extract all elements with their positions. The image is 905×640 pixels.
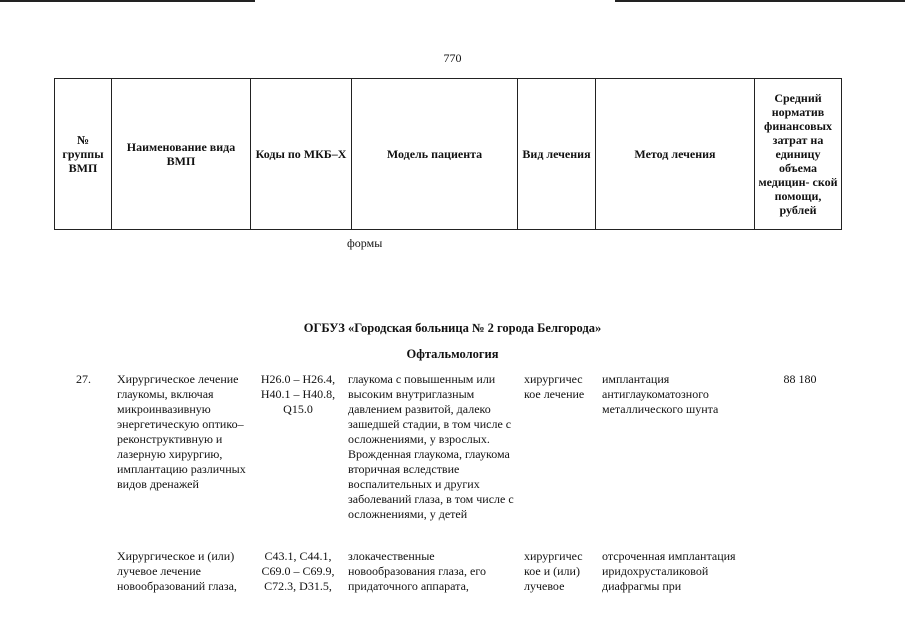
row2-patient-model: злокачественные новообразования глаза, его придаточного аппарата, xyxy=(348,549,486,593)
organization-title: ОГБУЗ «Городская больница № 2 города Белгорода» xyxy=(303,321,602,335)
row2-icd-codes: C43.1, C44.1, C69.0 – C69.9, C72.3, D31.5, xyxy=(261,549,335,593)
row2-treatment-type: хирургичес кое и (или) лучевое xyxy=(524,549,583,593)
header-treatment-method: Метод лечения xyxy=(596,79,755,230)
table-header xyxy=(54,78,842,230)
header-vmp-name: Наименование вида ВМП xyxy=(112,79,251,230)
continuation-text: формы xyxy=(347,236,383,250)
row1-treatment-method: имплантация антиглаукоматозного металлического шунта xyxy=(602,372,719,416)
row1-icd-codes: H26.0 – H26.4, H40.1 – H40.8, Q15.0 xyxy=(260,372,336,416)
header-patient-model: Модель пациента xyxy=(352,79,518,230)
row1-cost: 88 180 xyxy=(783,372,817,386)
header-group-no: № группы ВМП xyxy=(55,79,112,230)
scan-edge-left xyxy=(0,0,255,2)
scan-edge-right xyxy=(615,0,905,2)
row2-vmp-name: Хирургическое и (или) лучевое лечение новообразований глаза, xyxy=(117,549,237,593)
header-treatment-type: Вид лечения xyxy=(518,79,596,230)
department-title: Офтальмология xyxy=(406,347,499,361)
row1-vmp-name: Хирургическое лечение глаукомы, включая микроинвазивную энергетическую оптико– реконструктивную и лазерную хирургию, имплантацию различных видов дренажей xyxy=(117,372,246,491)
header-icd-codes: Коды по МКБ–Х xyxy=(251,79,352,230)
page-number: 770 xyxy=(443,51,462,65)
row1-treatment-type: хирургичес кое лечение xyxy=(524,372,585,401)
row2-treatment-method: отсроченная имплантация иридохрусталиковой диафрагмы при xyxy=(602,549,736,593)
header-cost-norm: Средний норматив финансовых затрат на единицу объема медицин- ской помощи, рублей xyxy=(755,79,842,230)
row1-group-no: 27. xyxy=(76,372,91,386)
row1-patient-model: глаукома с повышенным или высоким внутриглазным давлением развитой, далеко зашедшей стадии, в том числе с осложнениями, у взрослых. Врожденная глаукома, глаукома вторичная вследствие воспалительных и других заболеваний глаза, в том числе с осложнениями, у детей xyxy=(348,372,514,521)
